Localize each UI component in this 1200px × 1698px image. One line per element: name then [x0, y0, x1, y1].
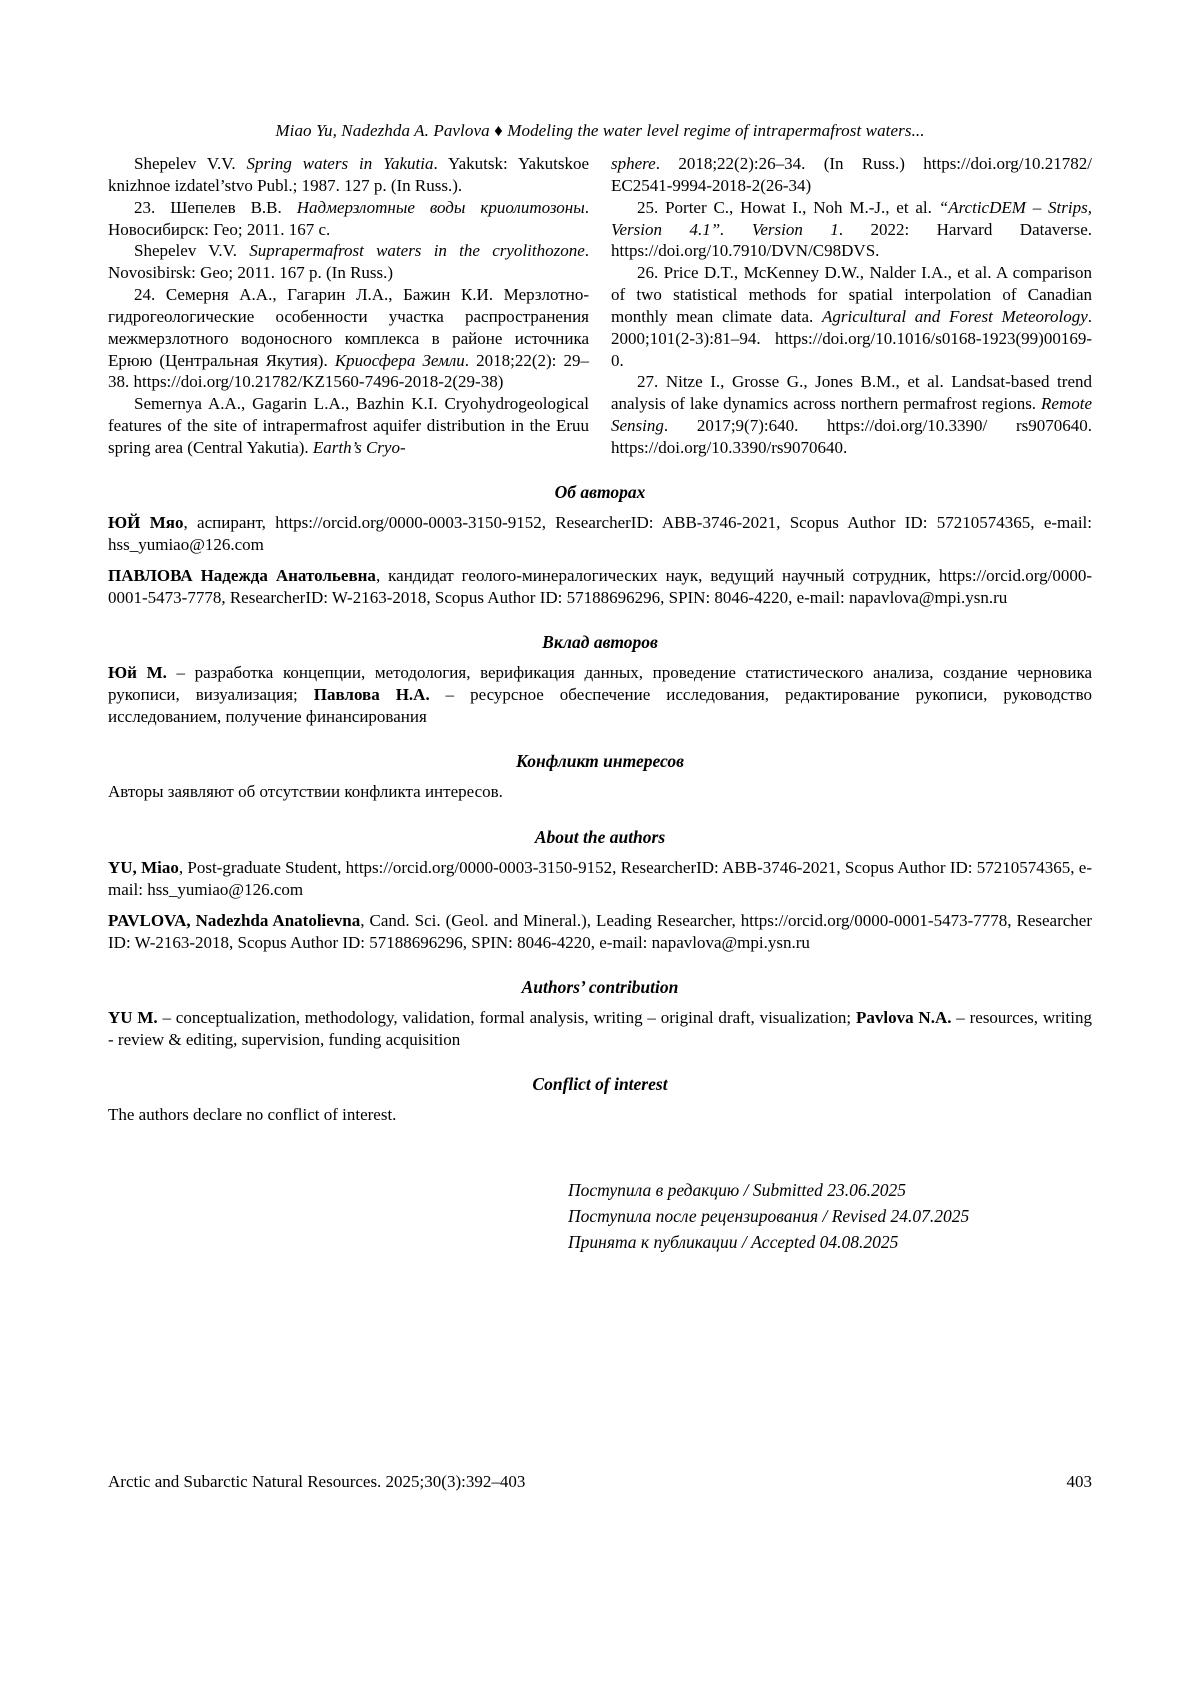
reference-25: 25. Porter C., Howat I., Noh M.-J., et al. “ArcticDEM – Strips, Version 4.1”. Version 1. 2022: Harvard Dataverse. https://doi.org/10.7910/DVN/C98DVS. [611, 197, 1092, 261]
reference-27: 27. Nitze I., Grosse G., Jones B.M., et al. Landsat-based trend analysis of lake dynamics across northern permafrost regions. Remote Sensing. 2017;9(7):640. https://doi.org/10.3390/ rs9070640. https://doi.org/10.3390/rs9070640. [611, 372, 1092, 457]
section-heading-conflict-en: Conflict of interest [532, 1074, 668, 1095]
accepted-date: Принята к публикации / Accepted 04.08.2025 [568, 1232, 899, 1252]
author-info-yu-en: YU, Miao, Post-graduate Student, https://orcid.org/0000-0003-3150-9152, ResearcherID: ABB-3746-2021, Scopus Author ID: 57210574365, e-mail: hss_yumiao@126.com [108, 857, 1092, 899]
reference-23: 23. Шепелев В.В. Надмерзлотные воды криолитозоны. Новосибирск: Гео; 2011. 167 с. [108, 197, 589, 239]
submitted-date: Поступила в редакцию / Submitted 23.06.2025 [568, 1180, 907, 1201]
section-heading-conflict-ru: Конфликт интересов [516, 751, 684, 772]
submission-dates [568, 1178, 1092, 1256]
references-left-column [108, 153, 589, 459]
journal-citation: Arctic and Subarctic Natural Resources. 2025;30(3):392–403 [108, 1472, 526, 1491]
contribution-text-ru: Юй М. – разработка концепции, методология, верификация данных, проведение статистического анализа, создание черновика рукописи, визуализация; Павлова Н.А. – ресурсное обеспечение исследования, редактирование рукописи, руководство исследованием, получение финансирования [108, 663, 1092, 727]
reference-26: 26. Price D.T., McKenney D.W., Nalder I.A., et al. A comparison of two statistical methods for spatial interpolation of Canadian monthly mean climate data. Agricultural and Forest Meteorology. 2000;101(2-3):81–94. https://doi.org/10.1016/s0168-1923(99)00169-0. [611, 263, 1092, 370]
author-info-yu-ru: ЮЙ Мяо, аспирант, https://orcid.org/0000-0003-3150-9152, ResearcherID: ABB-3746-2021, Scopus Author ID: 57210574365, e-mail: hss_yumiao@126.com [108, 512, 1092, 554]
running-head: Miao Yu, Nadezhda A. Pavlova ♦ Modeling the water level regime of intrapermafrost waters... [275, 121, 925, 140]
references-right-column [611, 153, 1092, 459]
author-info-pavlova-ru: ПАВЛОВА Надежда Анатольевна, кандидат геолого-минералогических наук, ведущий научный сотрудник, https://orcid.org/0000-0001-5473-7778, ResearcherID: W-2163-2018, Scopus Author ID: 57188696296, SPIN: 8046-4220, e-mail: napavlova@mpi.ysn.ru [108, 566, 1093, 608]
references-section [108, 153, 1092, 459]
section-heading-about-authors-ru: Об авторах [554, 481, 646, 502]
revised-date: Поступила после рецензирования / Revised 24.07.2025 [568, 1206, 970, 1227]
reference-24-translation-continued: sphere. 2018;22(2):26–34. (In Russ.) https://doi.org/10.21782/ EC2541-9994-2018-2(26-34) [611, 154, 1092, 195]
section-heading-contribution-en: Authors’ contribution [521, 976, 679, 997]
section-heading-contribution-ru: Вклад авторов [542, 632, 658, 653]
reference-23-translation: Shepelev V.V. Suprapermafrost waters in the cryolithozone. Novosibirsk: Geo; 2011. 167 p. (In Russ.) [108, 241, 589, 283]
author-info-pavlova-en: PAVLOVA, Nadezhda Anatolievna, Cand. Sci. (Geol. and Mineral.), Leading Researcher, https://orcid.org/0000-0001-5473-7778, Researcher ID: W-2163-2018, Scopus Author ID: 57188696296, SPIN: 8046-4220, e-mail: napavlova@mpi.ysn.ru [108, 910, 1092, 952]
page-footer [108, 1472, 1092, 1492]
contribution-text-en: YU M. – conceptualization, methodology, validation, formal analysis, writing – original draft, visualization; Pavlova N.A. – resources, writing - review & editing, supervision, funding acquisition [108, 1007, 1092, 1050]
reference-22-translation: Shepelev V.V. Spring waters in Yakutia. Yakutsk: Yakutskoe knizhnoe izdatel’stvo Publ.; 1987. 127 p. (In Russ.). [108, 154, 589, 195]
reference-24-translation: Semernya A.A., Gagarin L.A., Bazhin K.I. Cryohydrogeological features of the site of intrapermafrost aquifer distribution in the Eruu spring area (Central Yakutia). Earth’s Cryo- [108, 394, 589, 457]
page-number: 403 [1066, 1472, 1092, 1491]
section-heading-about-authors-en: About the authors [534, 826, 666, 847]
conflict-text-en: The authors declare no conflict of interest. [108, 1105, 397, 1125]
conflict-text-ru: Авторы заявляют об отсутствии конфликта интересов. [108, 782, 503, 802]
reference-24: 24. Семерня А.А., Гагарин Л.А., Бажин К.И. Мерзлотно-гидрогеологические особенности участка распространения межмерзлотного водоносного комплекса в районе источника Ерюю (Центральная Якутия). Криосфера Земли. 2018;22(2): 29–38. https://doi.org/10.21782/KZ1560-7496-2018-2(29-38) [108, 285, 589, 392]
